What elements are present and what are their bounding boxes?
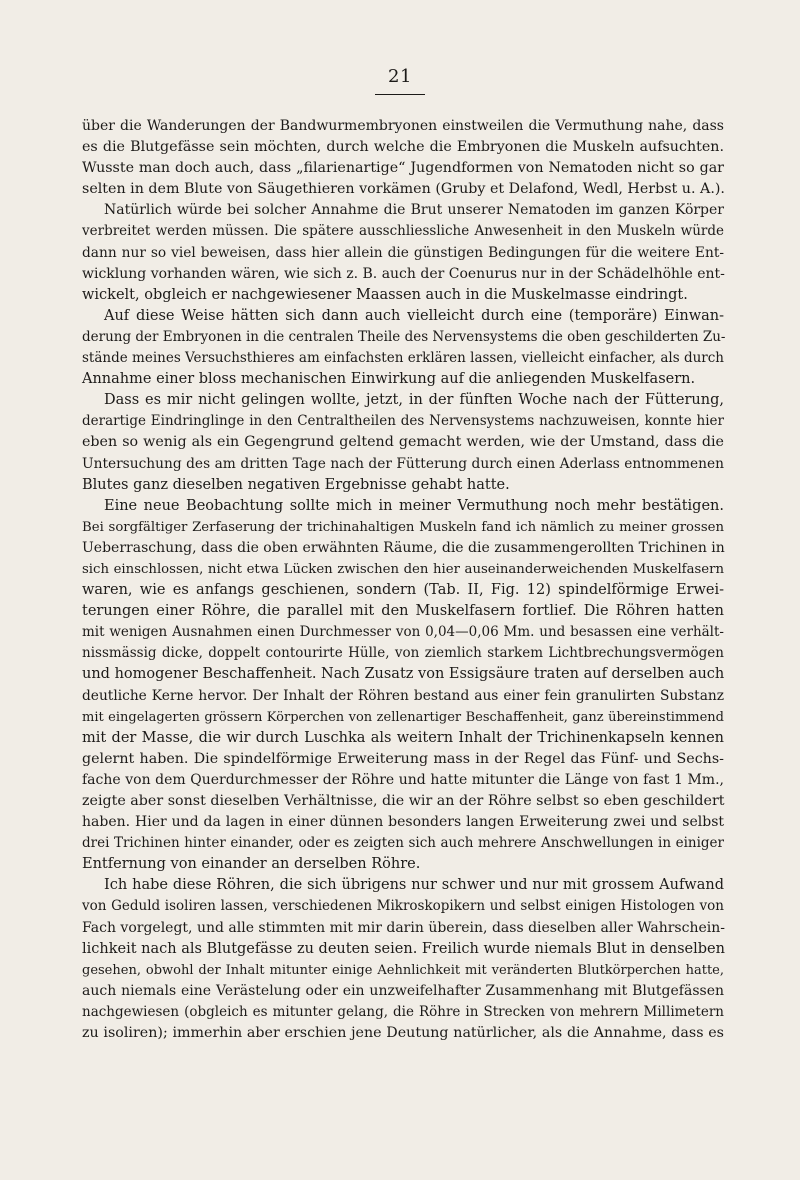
text-line: dann nur so viel beweisen, dass hier allein die günstigen Bedingungen für die weitere Ent-	[82, 244, 724, 261]
text-line: mit der Masse, die wir durch Luschka als weitern Inhalt der Trichinenkapseln kennen	[82, 729, 724, 746]
text-line: derartige Eindringlinge in den Centraltheilen des Nervensystems nachzuweisen, konnte hier	[82, 413, 724, 430]
text-line: über die Wanderungen der Bandwurmembryonen einstweilen die Vermuthung nahe, dass	[82, 118, 724, 134]
text-line: gelernt haben. Die spindelförmige Erweiterung mass in der Regel das Fünf- und Sechs-	[82, 750, 724, 767]
text-line: mit wenigen Ausnahmen einen Durchmesser von 0,04—0,06 Mm. und besassen eine verhält-	[82, 624, 724, 641]
text-line: derung der Embryonen in die centralen Theile des Nervensystems die oben geschilderten Zu-	[82, 328, 726, 345]
text-line: Natürlich würde bei solcher Annahme die Brut unserer Nematoden im ganzen Körper	[104, 202, 724, 219]
text-line: nissmässig dicke, doppelt contourirte Hülle, von ziemlich starkem Lichtbrechungsvermögen	[82, 645, 724, 662]
text-line: von Geduld isoliren lassen, verschiedenen Mikroskopikern und selbst einigen Histologen von	[82, 898, 724, 915]
text-line: wicklung vorhanden wären, wie sich z. B. auch der Coenurus nur in der Schädelhöhle ent-	[82, 265, 725, 282]
text-line: Auf diese Weise hätten sich dann auch vielleicht durch eine (temporäre) Einwan-	[104, 307, 724, 324]
text-line: es die Blutgefässe sein möchten, durch welche die Embryonen die Muskeln aufsuchten.	[82, 139, 724, 156]
text-line: terungen einer Röhre, die parallel mit den Muskelfasern fortlief. Die Röhren hatten	[82, 603, 724, 620]
text-line: haben. Hier und da lagen in einer dünnen besonders langen Erweiterung zwei und selbst	[82, 814, 724, 831]
text-line: Dass es mir nicht gelingen wollte, jetzt, in der fünften Woche nach der Fütterung,	[104, 392, 724, 409]
text-line: deutliche Kerne hervor. Der Inhalt der Röhren bestand aus einer fein granulirten Substanz	[82, 687, 724, 704]
text-line: Blutes ganz dieselben negativen Ergebnisse gehabt hatte.	[82, 476, 510, 493]
text-line: gesehen, obwohl der Inhalt mitunter einige Aehnlichkeit mit veränderten Blutkörperchen hatte,	[82, 962, 724, 978]
text-line: Eine neue Beobachtung sollte mich in meiner Vermuthung noch mehr bestätigen.	[104, 497, 724, 514]
text-line: sich einschlossen, nicht etwa Lücken zwischen den hier auseinanderweichenden Muskelfasern	[82, 561, 724, 577]
text-line: auch niemals eine Verästelung oder ein unzweifelhafter Zusammenhang mit Blutgefässen	[82, 982, 724, 999]
text-line: lichkeit nach als Blutgefässe zu deuten seien. Freilich wurde niemals Blut in denselben	[82, 940, 725, 957]
text-line: stände meines Versuchsthieres am einfachsten erklären lassen, vielleicht einfacher, als durch	[82, 350, 724, 367]
text-line: drei Trichinen hinter einander, oder es zeigten sich auch mehrere Anschwellungen in einiger	[82, 835, 724, 852]
text-line: Fach vorgelegt, und alle stimmten mit mir darin überein, dass dieselben aller Wahrschein-	[82, 919, 725, 936]
text-line: zeigte aber sonst dieselben Verhältnisse, die wir an der Röhre selbst so eben geschildert	[82, 793, 725, 809]
text-line: waren, wie es anfangs geschienen, sondern (Tab. II, Fig. 12) spindelförmige Erwei-	[82, 582, 724, 599]
text-line: Annahme einer bloss mechanischen Einwirkung auf die anliegenden Muskelfasern.	[82, 371, 696, 388]
text-line: Ich habe diese Röhren, die sich übrigens nur schwer und nur mit grossem Aufwand	[104, 877, 724, 894]
page-number: 21	[388, 66, 412, 87]
text-line: Untersuchung des am dritten Tage nach der Fütterung durch einen Aderlass entnommenen	[82, 455, 724, 472]
text-line: Entfernung von einander an derselben Röhre.	[82, 856, 421, 873]
text-line: und homogener Beschaffenheit. Nach Zusatz von Essigsäure traten auf derselben auch	[82, 666, 725, 683]
text-line: eben so wenig als ein Gegengrund geltend gemacht werden, wie der Umstand, dass die	[82, 434, 724, 451]
text-line: wickelt, obgleich er nachgewiesener Maassen auch in die Muskelmasse eindringt.	[82, 286, 688, 303]
text-line: mit eingelagerten grössern Körperchen von zellenartiger Beschaffenheit, ganz übereinstimmend	[82, 709, 724, 725]
body-text	[82, 116, 724, 1044]
text-line: Ueberraschung, dass die oben erwähnten Räume, die die zusammengerollten Trichinen in	[82, 539, 725, 556]
text-line: fache von dem Querdurchmesser der Röhre und hatte mitunter die Länge von fast 1 Mm.,	[82, 771, 724, 788]
text-line: Bei sorgfältiger Zerfaserung der trichinahaltigen Muskeln fand ich nämlich zu meiner grossen	[82, 519, 724, 535]
text-line: zu isoliren); immerhin aber erschien jene Deutung natürlicher, als die Annahme, dass es	[82, 1025, 724, 1042]
text-line: verbreitet werden müssen. Die spätere ausschliessliche Anwesenheit in den Muskeln würde	[82, 223, 724, 240]
text-line: selten in dem Blute von Säugethieren vorkämen (Gruby et Delafond, Wedl, Herbst u. A.).	[82, 181, 725, 198]
header-rule	[375, 94, 425, 95]
text-line: Wusste man doch auch, dass „filarienartige“ Jugendformen von Nematoden nicht so gar	[82, 160, 724, 177]
text-line: nachgewiesen (obgleich es mitunter gelang, die Röhre in Strecken von mehrern Millimetern	[82, 1003, 724, 1020]
